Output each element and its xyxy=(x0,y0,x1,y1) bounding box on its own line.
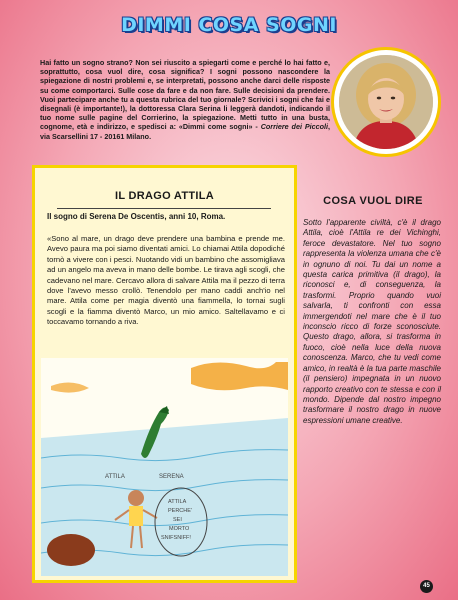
page-number: 45 xyxy=(420,580,433,593)
story-title-rule xyxy=(57,208,271,209)
speech-line: SEI xyxy=(173,517,182,523)
dream-story-box xyxy=(32,165,297,583)
drawing-label-attila: ATTILA xyxy=(105,474,125,480)
story-title: IL DRAGO ATTILA xyxy=(114,190,214,202)
intro-paragraph xyxy=(40,58,330,141)
speech-line: PERCHE' xyxy=(168,508,192,514)
speech-line: ATTILA xyxy=(168,499,187,505)
meaning-title: COSA VUOL DIRE xyxy=(323,195,423,207)
portrait-photo xyxy=(339,55,433,149)
author-portrait xyxy=(334,50,438,154)
speech-line: MORTO xyxy=(169,526,190,532)
meaning-text: Sotto l'apparente civiltà, c'è il drago Attila, cioè l'Attila re dei Vichinghi, feroce devastatore. Nel tuo sogno rappresenta la violenza umana che c'è in ognuno di noi. Tu dai un nome a questa carica primitiva (il drago), la riconosci e, di conseguenza, la trasformi. Proprio quando vuoi salvarla, ti confronti con essa immergendoti nel mare che è il tuo inconscio ricco di forze sconosciute. Questo drago, allora, si trasforma in fuoco, cioè nella luce della nuova conoscenza. Marco, che tu vedi come amico, in realtà è la tua parte maschile (il pensiero) impegnata in un nuovo rapporto creativo con te stessa e con il mondo. Dipende dal nostro impegno trasformare il nostro drago in nuove espressioni umane creative. xyxy=(303,218,441,425)
story-subtitle: Il sogno di Serena De Oscentis, anni 10, Roma. xyxy=(47,212,226,221)
portrait-illustration xyxy=(339,55,433,149)
intro-text: Hai fatto un sogno strano? Non sei riuscito a spiegarti come e perché lo hai fatto e, soprattutto, cosa vuol dire, cosa significa? I sogni possono nascondere la spiegazione di nostri problemi e, se interpretati, possono anche darci delle risposte su come comportarci. Sulle cose da fare e da non fare. Sulle decisioni da prendere. Vuoi partecipare anche tu a questa rubrica del tuo giornale? Scrivici i sogni che fai e disegnali (è importante!), la dottoressa Clara Serina li leggerà dandoti, indicando il tuo nome sulle pagine del Corrierino, la spiegazione. Metti tutto in una busta, cognome, età e indirizzo, e spedisci a: «Dimmi come sogni» - xyxy=(40,58,330,132)
rock-icon xyxy=(47,534,95,566)
story-text: «Sono al mare, un drago deve prendere una bambina e prende me. Avevo paura ma poi siamo diventati amici. Lo chiamai Attila dopodiché tornò a vivere con i pesci. Nuotando vidi un bambino che assomigliava ad un angelo ma aveva in mano delle bombe. Le tirava agli scogli, che cadevano nel mare. Cercavo allora di salvare Attila ma il pezzo di terra dove l'avevo messo crollò. Tenendolo per mano caddi anch'io nel mare. Attila come per magia diventò una fiammella, lo tornai sugli scogli e la fiamma diventò Marco, un mio amico. Saltellavamo e ci toccavamo tornando a riva. xyxy=(47,234,285,327)
sun-icon xyxy=(191,362,288,390)
address-text: , via Scarsellini 17 - 20161 Milano. xyxy=(40,122,330,141)
speech-line: SNIFSNIFF! xyxy=(161,535,191,541)
drawing-label-serena: SERENA xyxy=(159,474,184,480)
girl-head-icon xyxy=(128,490,144,506)
page-title: DIMMI COSA SOGNI xyxy=(121,14,337,36)
child-drawing xyxy=(41,358,288,576)
publication-name: Corriere dei Piccoli xyxy=(260,122,328,132)
